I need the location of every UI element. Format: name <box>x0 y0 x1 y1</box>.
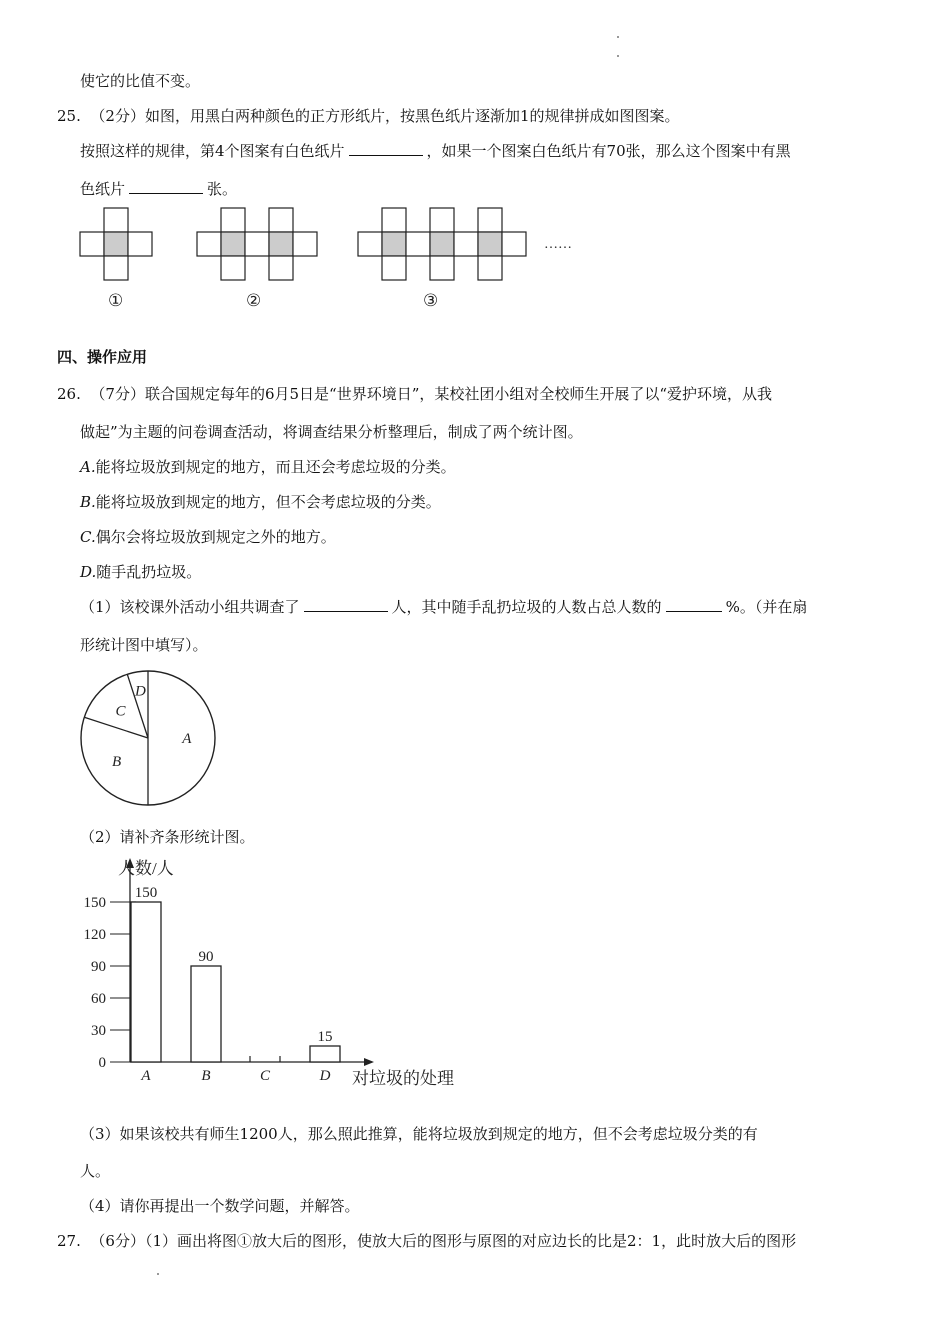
white-tile <box>382 256 406 280</box>
white-tile <box>454 232 478 256</box>
q26-text1: 联合国规定每年的6月5日是“世界环境日”，某校社团小组对全校师生开展了以“爱护环境，从我 <box>144 385 773 403</box>
option-letter: A. <box>80 458 96 476</box>
pattern-label-1: ① <box>108 291 124 310</box>
option-text: 能将垃圾放到规定的地方，但不会考虑垃圾的分类。 <box>95 493 441 511</box>
q26-p1a: （1）该校课外活动小组共调查了 <box>80 598 300 616</box>
section-title: 四、操作应用 <box>57 348 148 366</box>
bar-a <box>131 902 161 1062</box>
q25-text1: 如图，用黑白两种颜色的正方形纸片，按黑色纸片逐渐加1的规律拼成如图图案。 <box>144 107 680 125</box>
bar-d <box>310 1046 340 1062</box>
option-text: 随手乱扔垃圾。 <box>96 563 202 581</box>
q26-part2: （2）请补齐条形统计图。 <box>80 828 255 846</box>
q25-text3a: 色纸片 <box>80 180 126 198</box>
white-tile <box>430 256 454 280</box>
q25-number: 25. <box>57 107 81 125</box>
option-d <box>80 561 201 582</box>
option-letter: D. <box>80 563 97 581</box>
q27-score: （6分） <box>90 1232 145 1250</box>
x-axis-label: 对垃圾的处理 <box>352 1069 454 1088</box>
q25-line2 <box>80 140 791 161</box>
white-tile <box>382 208 406 232</box>
white-tile <box>80 232 104 256</box>
q25-line3 <box>80 178 237 199</box>
black-tile <box>104 232 128 256</box>
q25-text3b: 张。 <box>207 180 238 198</box>
q26-p1b: 人，其中随手乱扔垃圾的人数占总人数的 <box>391 598 662 616</box>
bar-chart <box>60 852 480 1097</box>
pie-slice-label-d: D <box>135 683 146 700</box>
q26-part1-cont: 形统计图中填写）。 <box>80 636 208 654</box>
y-tick-label: 60 <box>91 991 106 1007</box>
option-b <box>80 491 441 512</box>
option-c <box>80 526 336 547</box>
pattern-ellipsis: …… <box>544 237 572 252</box>
scan-dot <box>157 1273 159 1275</box>
x-tick-label-a: A <box>141 1068 151 1084</box>
black-tile <box>221 232 245 256</box>
q25-text2b: ，如果一个图案白色纸片有70张，那么这个图案中有黑 <box>426 142 791 160</box>
tile-pattern-figure <box>75 200 595 315</box>
option-letter: C. <box>80 528 96 546</box>
white-tile <box>104 256 128 280</box>
white-tile <box>502 232 526 256</box>
white-tile <box>128 232 152 256</box>
q26-line2: 做起”为主题的问卷调查活动，将调查结果分析整理后，制成了两个统计图。 <box>80 423 583 441</box>
option-text: 能将垃圾放到规定的地方，而且还会考虑垃圾的分类。 <box>95 458 456 476</box>
q25-score: （2分） <box>90 107 145 125</box>
pattern-label-3: ③ <box>423 291 439 310</box>
white-tile <box>269 208 293 232</box>
option-text: 偶尔会将垃圾放到规定之外的地方。 <box>95 528 336 546</box>
x-tick-label-b: B <box>201 1068 211 1084</box>
x-tick-label-d: D <box>319 1068 331 1084</box>
white-tile <box>293 232 317 256</box>
white-tile <box>221 208 245 232</box>
bar-value-label-b: 90 <box>198 949 214 965</box>
q26-part3: （3）如果该校共有师生1200人，那么照此推算，能将垃圾放到规定的地方，但不会考虑垃圾分类的有 <box>80 1125 758 1143</box>
white-tile <box>430 208 454 232</box>
option-a <box>80 456 456 477</box>
white-tile <box>269 256 293 280</box>
answer-blank-total[interactable] <box>304 597 388 612</box>
q26-part3-cont: 人。 <box>80 1162 111 1180</box>
q26-p1c: %。（并在扇 <box>725 598 808 616</box>
y-tick-label: 150 <box>83 895 106 911</box>
answer-blank-percent[interactable] <box>666 597 722 612</box>
pie-chart <box>76 666 221 811</box>
answer-blank-black-count[interactable] <box>129 179 203 194</box>
q26-line1 <box>57 383 772 404</box>
white-tile <box>478 208 502 232</box>
q25-line1 <box>57 105 680 126</box>
q25-text2a: 按照这样的规律，第4个图案有白色纸片 <box>80 142 345 160</box>
x-tick-label-c: C <box>259 1068 271 1084</box>
pie-slice-label-c: C <box>115 703 126 720</box>
white-tile <box>197 232 221 256</box>
bar-b <box>191 966 221 1062</box>
black-tile <box>382 232 406 256</box>
bar-value-label-d: 15 <box>317 1029 333 1045</box>
white-tile <box>406 232 430 256</box>
y-tick-label: 90 <box>91 959 106 975</box>
pie-slice-label-b: B <box>111 753 122 770</box>
y-axis-label: 人数/人 <box>118 859 174 878</box>
y-tick-label: 30 <box>91 1023 106 1039</box>
q27-line1 <box>57 1230 796 1251</box>
y-tick-label: 120 <box>83 927 106 943</box>
q26-number: 26. <box>57 385 81 403</box>
white-tile <box>358 232 382 256</box>
black-tile <box>430 232 454 256</box>
y-tick-label: 0 <box>98 1055 106 1071</box>
white-tile <box>478 256 502 280</box>
q26-part1 <box>80 596 807 617</box>
black-tile <box>269 232 293 256</box>
option-letter: B. <box>80 493 96 511</box>
bar-value-label-a: 150 <box>134 885 158 901</box>
q27-number: 27. <box>57 1232 81 1250</box>
white-tile <box>221 256 245 280</box>
white-tile <box>104 208 128 232</box>
answer-blank-white-count[interactable] <box>349 141 423 156</box>
q24-tail: 使它的比值不变。 <box>80 72 201 90</box>
q26-part4: （4）请你再提出一个数学问题，并解答。 <box>80 1197 360 1215</box>
white-tile <box>245 232 269 256</box>
x-axis-arrow <box>364 1058 374 1066</box>
q27-text1: （1）画出将图①放大后的图形，使放大后的图形与原图的对应边长的比是2：1，此时放大后的图形 <box>144 1232 797 1250</box>
q26-score: （7分） <box>90 385 145 403</box>
pie-slice-label-a: A <box>182 731 192 747</box>
scan-dot <box>617 55 619 57</box>
black-tile <box>478 232 502 256</box>
scan-dot <box>617 36 619 38</box>
pattern-label-2: ② <box>246 291 262 310</box>
